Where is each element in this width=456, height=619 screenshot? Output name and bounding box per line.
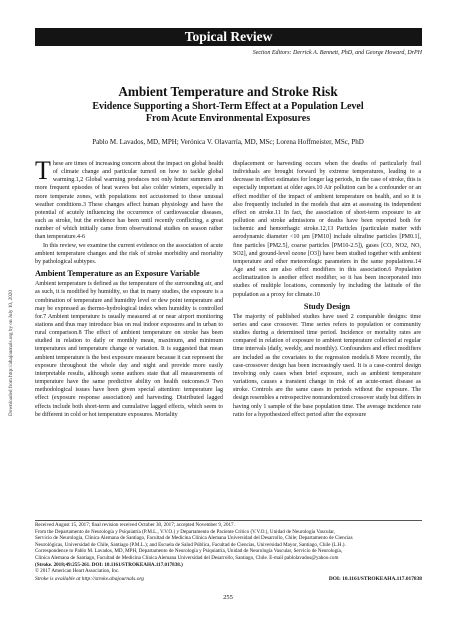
affiliation-line-2: Servicio de Neurología, Clínica Alemana de Santiago, Facultad de Medicina Clínica Alemana Universidad del Desarrollo, Chile; Departamento de Ciencias bbox=[35, 535, 353, 542]
section-heading-exposure: Ambient Temperature as an Exposure Variable bbox=[35, 269, 200, 279]
article-subtitle bbox=[0, 101, 456, 125]
right-column bbox=[233, 160, 421, 419]
download-sidebar bbox=[6, 200, 14, 500]
doi-link[interactable]: DOI: 10.1161/STROKEAHA.117.017838 bbox=[328, 575, 422, 582]
section-editors: Section Editors: Derrick A. Bennett, PhD, and George Howard, DrPH bbox=[252, 50, 422, 56]
subtitle-line-1: Evidence Supporting a Short-Term Effect at a Population Level bbox=[92, 101, 364, 112]
affiliation-line-1: From the Departamento de Neurología y Psiquiatría (P.M.L., V.V.O.) y Departamento de Paciente Crítico (V.V.O.), Unidad de Neurología Vascular, bbox=[35, 528, 335, 535]
study-design-paragraph: The majority of published studies have used 2 comparable designs: time series and case crossover. Time series refers to population or community studies during a determined time period. Incidence or mortality rates are compared in relation of exposure to ambient temperature collected at regular time intervals (daily, weekly, and monthly). Confounders and effect modifiers are included as the covariates to the regression models.8 More recently, the case-crossover design has been increasingly used. It is a case-control design involving only cases when brief exposure, such as ambient temperature variations, causes a transient change in risk of an acute-onset disease as stroke. Controls are the same cases in periods without the exposure. The design resembles a retrospective nonrandomized crossover study but differs in having only 1 sample of the base population time. The average incidence rate ratio for a hypothesized effect period after the exposure bbox=[233, 313, 422, 418]
exposure-paragraph: Ambient temperature is defined as the temperature of the surrounding air, and as such, it is modified by humidity, so that in many studies, the exposure is a combination of temperature and humidity level or dew point temperature and may be expressed as thermo-hydrological index when humidity is controlled for.7 Ambient temperature is usually measured at or near airport monitoring stations and thus may introduce bias on real indoor exposures and in urban to rural comparison.8 The effect of ambient temperature on stroke has been studied in relation to daily or monthly mean, maximum, and minimum temperatures and temperature change or variation. It is suggested that mean ambient temperature is the best exposure measure because it can represent the exposure throughout the whole day and night and provide more easily interpretable results, although some authors state that all measurements of temperature have the same predictive ability on health outcomes.9 Two methodological issues have been given special attention: temperature lag effect (exposure response association) and harvesting. Distributed lagged effects include both short-term and cumulative lagged effects, which seem to be different in cold or hot temperature exposures. Mortality bbox=[35, 281, 223, 418]
correspondence-line-2: Clínica Alemana de Santiago, Facultad de Medicina Clínica Alemana Universidad del Desarrollo, Santiago, Chile. E-mail pablolavados@yahoo.com bbox=[35, 554, 339, 561]
received-dates: Received August 15, 2017; final revision received October 30, 2017; accepted November 9, 2017. bbox=[35, 522, 235, 528]
article-title: Ambient Temperature and Stroke Risk bbox=[118, 84, 338, 99]
footnotes bbox=[35, 522, 422, 582]
intro-paragraph-1 bbox=[35, 156, 223, 242]
availability-bar bbox=[35, 576, 422, 583]
citation: (Stroke. 2018;49:255-261. DOI: 10.1161/STROKEAHA.117.017838.) bbox=[35, 561, 183, 568]
copyright: © 2017 American Heart Association, Inc. bbox=[35, 568, 120, 575]
drop-cap: T bbox=[35, 156, 51, 185]
correspondence-line-1: Correspondence to Pablo M. Lavados, MD, MPH, Departamento de Neurología y Psiquiatría, Unidad de Neurología Vascular, Servicio de Neurología, bbox=[35, 548, 343, 555]
subtitle-line-2: From Acute Environmental Exposures bbox=[145, 113, 311, 124]
right-paragraph-1: displacement or harvesting occurs when the deaths of particularly frail individuals are brought forward by extreme temperatures, leading to a decrease in effect estimates for longer lag periods, in the case of stroke, this is especially important at older ages.10 Air pollution can be a confounder or an effect modifier of the impact of ambient temperature on health, and so it is also frequently included in the models that aim at assessing its independent effect on stroke.11 In fact, the association of short-term exposure to air pollution and stroke admissions or deaths have been reported both for ischemic and hemorrhagic stroke.12,13 Particles (particulate matter with aerodynamic diameter <10 μm [PM10] include ultrafine particles [PM0.1], fine particles [PM2.5], coarse particles [PM10-2.5]), gases [CO, NO2, NO, SO2], and ground-level ozone [O3]) have been studied together with ambient temperature and other meteorologic parameters in the same populations.14 Age and sex are also effect modifiers in this association.6 Population acclimatization is another effect modifier, so it has been incorporated into studies of multiple locations, commonly by including the latitude of the population as a proxy for climate.10 bbox=[233, 161, 421, 298]
intro-text-1: hese are times of increasing concern about the impact on global health of climate change and particular turnoil on how to tackle global warming.1,2 Global warming produces not only hotter summers and more frequent episodes of heat waves but also colder winters, especially in more temperate zones, with populations not accustomed to these unusual weather conditions.3 These changes affect human physiology and have the potential of acutely influencing the occurrence of cardiovascular diseases, such as stroke, but the evidence has been until recently conflicting, a great number of which initially came from observational studies on season rather than temperature.4-6 bbox=[35, 161, 223, 241]
section-banner: Topical Review bbox=[35, 28, 422, 46]
author-list: Pablo M. Lavados, MD, MPH; Verónica V. Olavarría, MD, MSc; Lorena Hoffmeister, MSc, PhD bbox=[92, 138, 364, 146]
journal-availability-link[interactable]: Stroke is available at http://stroke.ahajournals.org bbox=[35, 575, 145, 582]
section-heading-study-design: Study Design bbox=[303, 301, 351, 311]
footnote-divider bbox=[35, 520, 422, 521]
download-notice: Downloaded from http://ahajournals.org by on July 10, 2020 bbox=[8, 290, 14, 416]
affiliation-line-3: Neurológicas, Universidad de Chile, Santiago (P.M.L.); and Escuela de Salud Pública, Facultad de Ciencias, Universidad Mayor, Santiago, Chile (L.H.). bbox=[35, 541, 346, 548]
intro-paragraph-2: In this review, we examine the current evidence on the association of acute ambient temperature changes and the risk of stroke morbidity and mortality by pathological subtypes. bbox=[35, 242, 223, 265]
page-number: 255 bbox=[223, 594, 233, 601]
left-column bbox=[35, 156, 223, 419]
